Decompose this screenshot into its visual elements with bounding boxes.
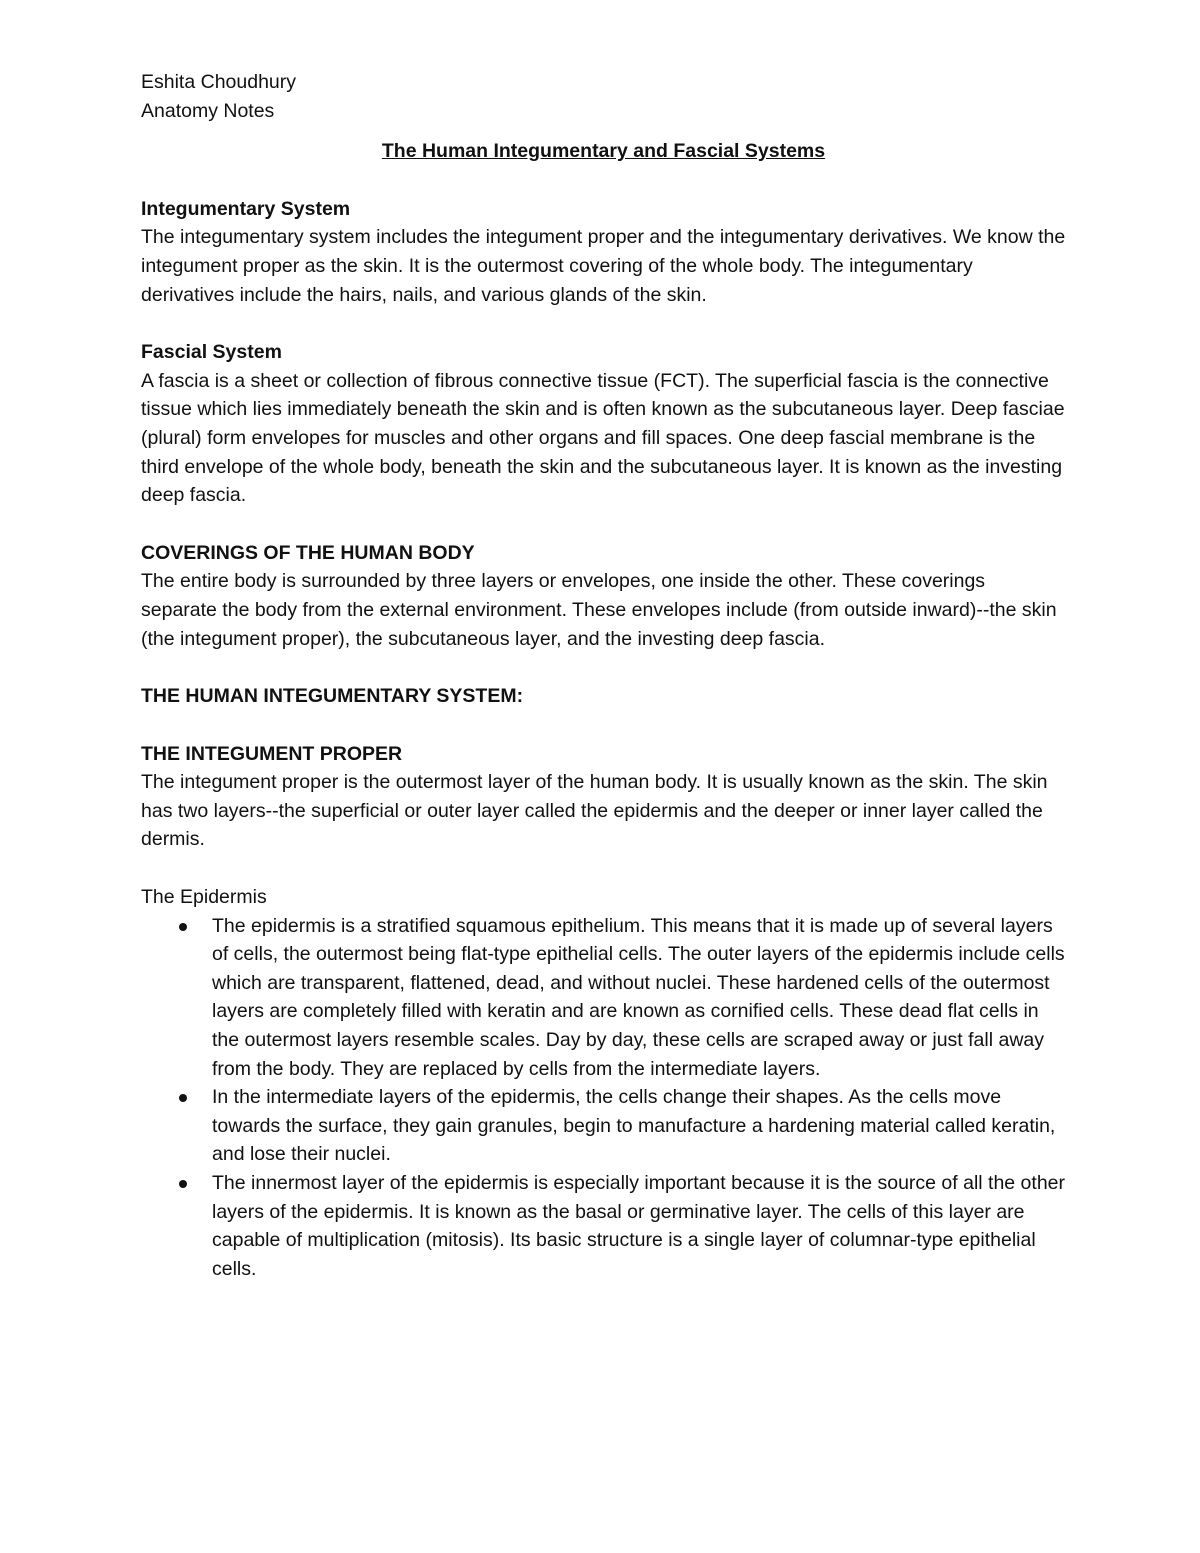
section-heading: Fascial System	[141, 341, 282, 364]
section-heading: COVERINGS OF THE HUMAN BODY	[141, 541, 475, 564]
document-title: The Human Integumentary and Fascial Systems	[381, 140, 826, 163]
list-item	[141, 1169, 1066, 1283]
document-body	[141, 68, 1066, 1283]
course-name: Anatomy Notes	[141, 99, 275, 122]
bullet-icon	[179, 1180, 187, 1188]
section-paragraph: The integument proper is the outermost layer of the human body. It is usually known as the skin. The skin has two layers--the superficial or outer layer called the epidermis and the deeper or inner layer called the dermis.	[141, 771, 1048, 851]
section-heading: THE HUMAN INTEGUMENTARY SYSTEM:	[141, 685, 524, 708]
subsection-heading: The Epidermis	[141, 886, 267, 909]
author-name: Eshita Choudhury	[141, 71, 297, 93]
section-heading: THE INTEGUMENT PROPER	[141, 742, 403, 765]
list-item	[141, 1083, 1066, 1169]
section-heading: Integumentary System	[141, 197, 351, 220]
section-human-integumentary	[141, 682, 1066, 711]
bullet-list	[141, 912, 1066, 1284]
section-paragraph: A fascia is a sheet or collection of fibrous connective tissue (FCT). The superficial fascia is the connective tissue which lies immediately beneath the skin and is often known as the subcutaneous layer. Deep fasciae (plural) form envelopes for muscles and other organs and fill spaces. One deep fascial membrane is the third envelope of the whole body, beneath the skin and the subcutaneous layer. It is known as the investing deep fascia.	[141, 369, 1065, 507]
list-item-text: In the intermediate layers of the epidermis, the cells change their shapes. As the cells move towards the surface, they gain granules, begin to manufacture a hardening material called keratin, and lose their nuclei.	[212, 1086, 1056, 1166]
section-integumentary	[141, 195, 1066, 309]
section-epidermis	[141, 883, 1066, 1283]
bullet-icon	[179, 923, 187, 931]
list-item-text: The epidermis is a stratified squamous epithelium. This means that it is made up of several layers of cells, the outermost being flat-type epithelial cells. The outer layers of the epidermis include cells which are transparent, flattened, dead, and without nuclei. These hardened cells of the outermost layers are completely filled with keratin and are known as cornified cells. These dead flat cells in the outermost layers resemble scales. Day by day, these cells are scraped away or just fall away from the body. They are replaced by cells from the intermediate layers.	[212, 914, 1065, 1080]
section-coverings	[141, 539, 1066, 653]
list-item-text: The innermost layer of the epidermis is especially important because it is the source of all the other layers of the epidermis. It is known as the basal or germinative layer. The cells of this layer are capable of multiplication (mitosis). Its basic structure is a single layer of columnar-type epithelial cells.	[212, 1172, 1066, 1280]
section-integument-proper	[141, 740, 1066, 854]
section-paragraph: The integumentary system includes the integument proper and the integumentary derivatives. We know the integument proper as the skin. It is the outermost covering of the whole body. The integumentary derivatives include the hairs, nails, and various glands of the skin.	[141, 226, 1066, 306]
list-item	[141, 912, 1066, 1084]
bullet-icon	[179, 1094, 187, 1102]
section-paragraph: The entire body is surrounded by three layers or envelopes, one inside the other. These coverings separate the body from the external environment. These envelopes include (from outside inward)--the skin (the integument proper), the subcutaneous layer, and the investing deep fascia.	[141, 570, 1057, 650]
section-fascial	[141, 338, 1066, 510]
